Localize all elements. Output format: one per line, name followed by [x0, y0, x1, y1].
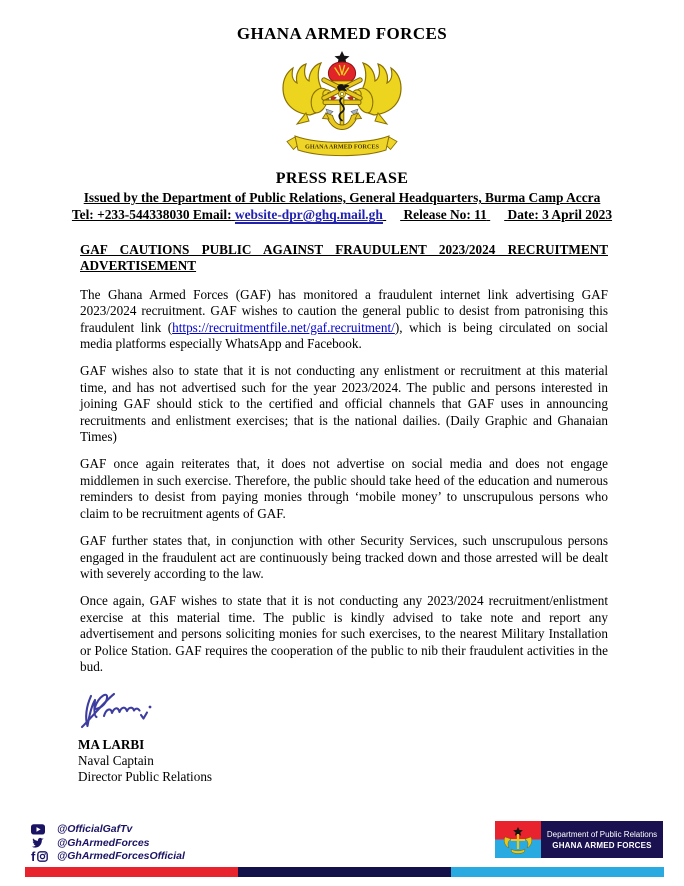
paragraph-5: Once again, GAF wishes to state that it is not conducting any 2023/2024 recruitment/enlistment exercise at this material time. The public is kindly advised to take note and report any advertisement and persons soliciting monies for such exercises, to the nearest Military Installation or Police Station. GAF requires the cooperation of the public to nib their fraudulent activities in the bud. — [80, 593, 608, 674]
youtube-icon — [31, 824, 57, 835]
bar-red-segment — [25, 867, 238, 877]
facebook-instagram-handle: @GhArmedForcesOfficial — [57, 850, 185, 863]
facebook-icon: f — [31, 848, 36, 864]
body-heading: GAF CAUTIONS PUBLIC AGAINST FRAUDULENT 2023/2024 RECRUITMENT ADVERTISEMENT — [80, 242, 608, 274]
paragraph-2: GAF wishes also to state that it is not conducting any enlistment or recruitment at this material time, and has not advertised such for the year 2023/2024. The public and persons interested in joining GAF should stick to the certified and official channels that GAF uses in announcing recruitments and enlistment exercises; that is the national dailies. (Daily Graphic and Ghanaian Times) — [80, 363, 608, 445]
dpr-badge — [495, 821, 663, 858]
org-title: GHANA ARMED FORCES — [236, 24, 448, 43]
twitter-icon — [31, 837, 57, 848]
tricolor-bar — [25, 867, 664, 877]
document-header — [0, 0, 684, 223]
crest-banner-text: GHANA ARMED FORCES — [305, 143, 379, 151]
tel-email-label: Tel: +233-544338030 Email: — [71, 206, 232, 222]
signature-block — [78, 689, 684, 785]
youtube-handle: @OfficialGafTv — [57, 823, 133, 836]
paragraph-1-text: The Ghana Armed Forces (GAF) has monitored a fraudulent internet link advertising GAF 2023/2024 recruitment. GAF wishes to caution the general public to desist from patronising this fraudulent link ( — [80, 286, 608, 335]
instagram-icon — [37, 851, 48, 862]
dpr-dept-label: Department of Public Relations — [546, 829, 658, 839]
document-footer — [0, 818, 684, 886]
paragraph-1-text-after: ), which is being circulated on social media platforms especially WhatsApp and Facebook. — [80, 319, 608, 352]
handwritten-signature — [78, 689, 170, 733]
signatory-name: MA LARBI — [78, 737, 145, 753]
twitter-handle: @GhArmedForces — [57, 836, 150, 849]
dpr-org-label: GHANA ARMED FORCES — [552, 840, 652, 850]
issued-line: Issued by the Department of Public Relations, General Headquarters, Burma Camp Accra — [83, 190, 601, 205]
contact-line — [0, 207, 684, 224]
facebook-instagram-icons — [31, 848, 57, 864]
signatory-rank: Naval Captain — [78, 753, 154, 769]
release-no: Release No: 11 — [403, 206, 487, 222]
social-row-twitter — [31, 837, 185, 850]
dpr-label-box — [541, 821, 663, 858]
issued-block — [0, 190, 684, 223]
release-date: Date: 3 April 2023 — [507, 206, 613, 222]
fraudulent-url-link[interactable]: https://recruitmentfile.net/gaf.recruitment/ — [172, 319, 395, 335]
signatory-title: Director Public Relations — [78, 769, 213, 785]
bar-cyan-segment — [451, 867, 664, 877]
paragraph-1 — [80, 287, 608, 353]
social-row-youtube — [31, 823, 185, 836]
bar-navy-segment — [238, 867, 451, 877]
gaf-flag-icon — [495, 821, 541, 858]
social-row-facebook-instagram — [31, 850, 185, 863]
doc-type-title: PRESS RELEASE — [275, 170, 409, 187]
social-handles — [31, 823, 185, 864]
paragraph-3: GAF once again reiterates that, it does not advertise on social media and does not engage middlemen in such exercise. Therefore, the public should take heed of the education and numerous reminders to desist from paying monies through ‘mobile money’ to unscrupulous persons who claim to be recruitment agents of GAF. — [80, 456, 608, 521]
paragraph-4: GAF further states that, in conjunction with other Security Services, such unscrupulous persons engaged in the fraudulent act are continuously being tracked down and those arrested will be dealt with severely according to the law. — [80, 533, 608, 581]
email-link[interactable]: website-dpr@ghq.mail.gh — [234, 206, 383, 222]
document-body — [80, 242, 608, 675]
gaf-crest-icon — [276, 49, 408, 165]
